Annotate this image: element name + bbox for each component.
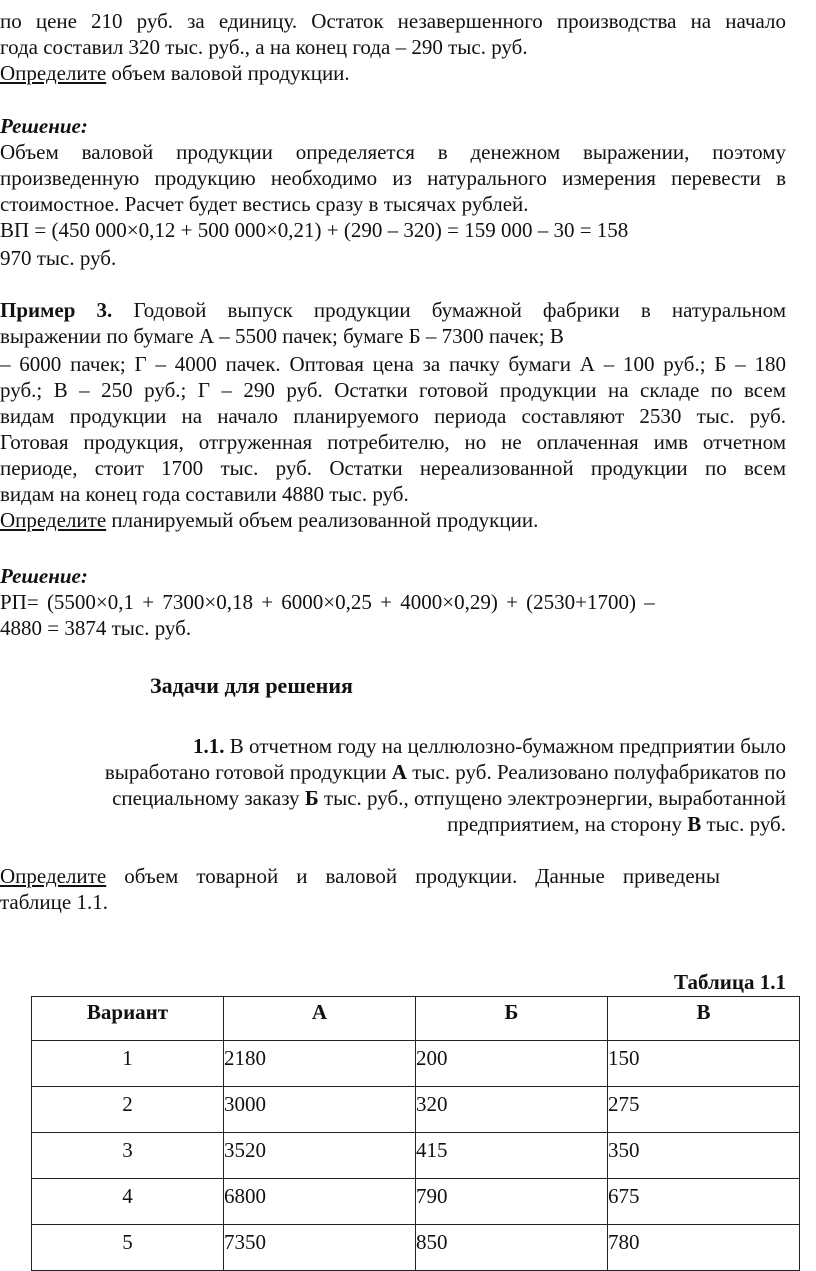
text-fragment: объем валовой продукции.	[106, 61, 350, 85]
task-line	[0, 811, 786, 837]
formula-line: 970 тыс. руб.	[0, 246, 117, 270]
table-row	[32, 1179, 800, 1225]
text-line	[0, 507, 538, 533]
example-label: Пример 3.	[0, 298, 113, 322]
header-cell-v: В	[608, 997, 800, 1041]
text-line: Готовая продукция, отгруженная потребителю, но не оплаченная имв отчетном	[0, 430, 786, 454]
header-cell-b: Б	[416, 997, 608, 1041]
text-fragment: В отчетном году на целлюлозно-бумажном предприятии было	[224, 734, 786, 758]
text-line	[0, 863, 720, 889]
table-cell: 150	[608, 1041, 800, 1087]
example-3-line	[0, 297, 786, 323]
underlined-term: Определите	[0, 864, 107, 888]
table-cell: 4	[32, 1179, 224, 1225]
table-row	[32, 1087, 800, 1133]
text-line: видам продукции на начало планируемого периода составляют 2530 тыс. руб.	[0, 404, 786, 428]
text-fragment: объем товарной и валовой продукции. Данные приведены	[106, 864, 720, 888]
header-cell-a: А	[224, 997, 416, 1041]
solution-title: Решение:	[0, 114, 88, 138]
task-line	[0, 733, 786, 759]
text-line: – 6000 пачек; Г – 4000 пачек. Оптовая цена за пачку бумаги А – 100 руб.; Б – 180	[0, 352, 786, 376]
formula-line: РП= (5500×0,1 + 7300×0,18 + 6000×0,25 + 4000×0,29) + (2530+1700) –	[0, 590, 655, 614]
text-fragment: Годовой выпуск продукции бумажной фабрики в натуральном	[112, 298, 787, 322]
text-fragment: планируемый объем реализованной продукции.	[106, 508, 539, 532]
table-cell: 200	[416, 1041, 608, 1087]
table-cell: 7350	[224, 1225, 416, 1271]
text-fragment: специальному заказу	[112, 786, 305, 810]
variable-v: В	[687, 812, 702, 836]
table-cell: 5	[32, 1225, 224, 1271]
table-cell: 675	[608, 1179, 800, 1225]
text-line: видам на конец года составили 4880 тыс. руб.	[0, 482, 409, 506]
section-heading: Задачи для решения	[150, 673, 353, 698]
underlined-term: Определите	[0, 508, 107, 532]
formula-line: ВП = (450 000×0,12 + 500 000×0,21) + (290 – 320) = 159 000 – 30 = 158	[0, 218, 629, 242]
table-cell: 3520	[224, 1133, 416, 1179]
text-line: по цене 210 руб. за единицу. Остаток незавершенного производства на начало	[0, 9, 786, 33]
text-line	[0, 60, 350, 86]
text-line: руб.; В – 250 руб.; Г – 290 руб. Остатки готовой продукции на складе по всем	[0, 378, 786, 402]
text-line: Объем валовой продукции определяется в денежном выражении, поэтому	[0, 140, 786, 164]
table-cell: 2	[32, 1087, 224, 1133]
table-caption: Таблица 1.1	[674, 970, 786, 994]
table-cell: 790	[416, 1179, 608, 1225]
task-line	[0, 759, 786, 785]
task-line	[0, 785, 786, 811]
table-row	[32, 1133, 800, 1179]
table-cell: 415	[416, 1133, 608, 1179]
formula-line: 4880 = 3874 тыс. руб.	[0, 616, 192, 640]
text-fragment: тыс. руб., отпущено электроэнергии, выработанной	[318, 786, 786, 810]
variable-b: Б	[304, 786, 319, 810]
text-fragment: тыс. руб.	[701, 812, 786, 836]
table-cell: 275	[608, 1087, 800, 1133]
table-cell: 3000	[224, 1087, 416, 1133]
text-line: года составил 320 тыс. руб., а на конец года – 290 тыс. руб.	[0, 35, 528, 59]
header-cell-variant: Вариант	[32, 997, 224, 1041]
table-cell: 850	[416, 1225, 608, 1271]
table-row	[32, 1225, 800, 1271]
table-cell: 6800	[224, 1179, 416, 1225]
table-cell: 350	[608, 1133, 800, 1179]
table-header-row	[32, 997, 800, 1041]
table-cell: 780	[608, 1225, 800, 1271]
text-line: выражении по бумаге А – 5500 пачек; бумаге Б – 7300 пачек; В	[0, 324, 564, 348]
variable-a: А	[391, 760, 407, 784]
table-cell: 3	[32, 1133, 224, 1179]
table-cell: 2180	[224, 1041, 416, 1087]
task-number: 1.1.	[192, 734, 225, 758]
table-cell: 1	[32, 1041, 224, 1087]
text-line: стоимостное. Расчет будет вестись сразу в тысячах рублей.	[0, 192, 529, 216]
text-line: таблице 1.1.	[0, 890, 108, 914]
data-table	[31, 996, 800, 1271]
text-fragment: предприятием, на сторону	[447, 812, 688, 836]
table-row	[32, 1041, 800, 1087]
text-fragment: тыс. руб. Реализовано полуфабрикатов по	[406, 760, 786, 784]
text-line: периоде, стоит 1700 тыс. руб. Остатки нереализованной продукции по всем	[0, 456, 786, 480]
text-line: произведенную продукцию необходимо из натурального измерения перевести в	[0, 166, 786, 190]
table-cell: 320	[416, 1087, 608, 1133]
solution-title: Решение:	[0, 564, 88, 588]
text-fragment: выработано готовой продукции	[104, 760, 392, 784]
underlined-term: Определите	[0, 61, 107, 85]
